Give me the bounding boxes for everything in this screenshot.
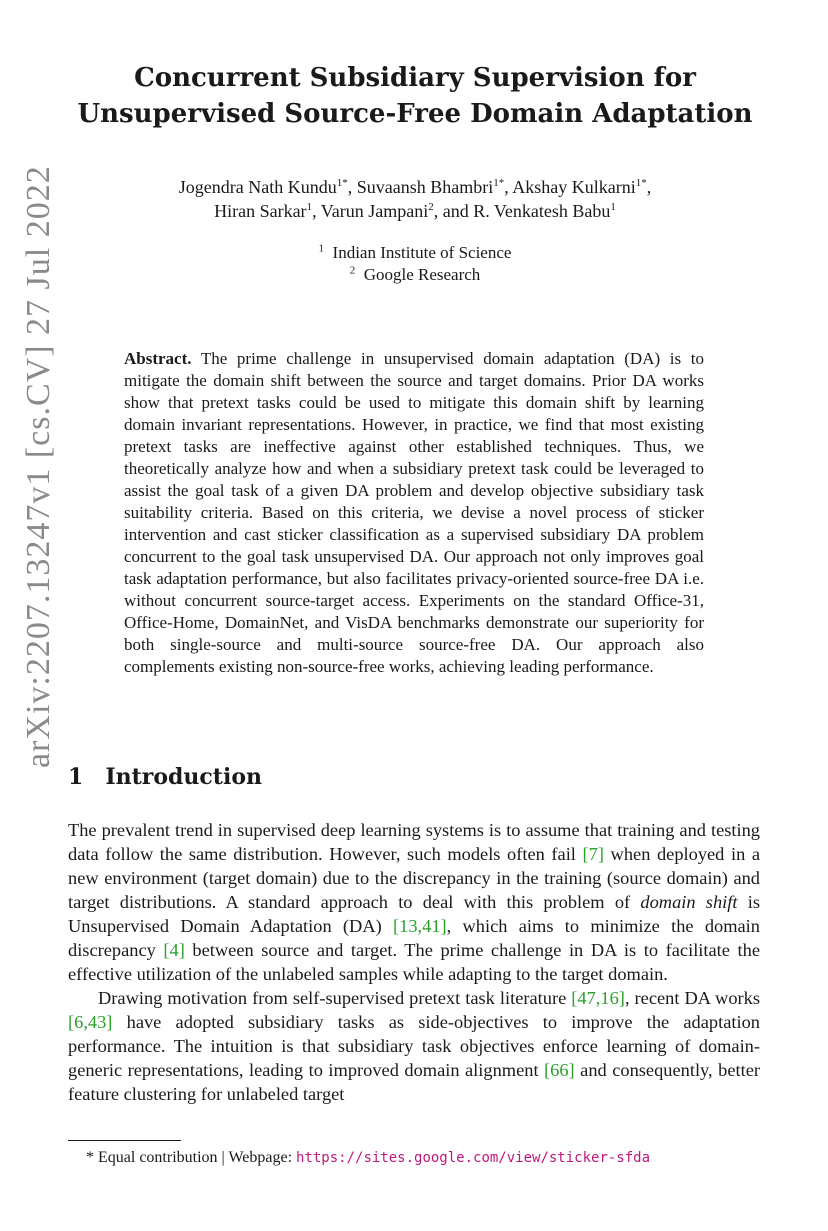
- text-run: is Unsupervised Domain Adaptation (DA): [68, 892, 760, 936]
- affiliation-number: 1: [318, 242, 325, 255]
- citation-link[interactable]: [66]: [544, 1060, 575, 1080]
- citation-link[interactable]: [47,16]: [571, 988, 625, 1008]
- text-run: The prevalent trend in supervised deep learning systems is to assume that training and testing data follow the same distribution. However, such models often fail: [68, 820, 760, 864]
- text-run: have adopted subsidiary tasks as side-objectives to improve the adaptation performance. The intuition is that subsidiary task objectives enforce learning of domain-generic representations, leading to improved domain alignment: [68, 1012, 760, 1080]
- author-name: Suvaansh Bhambri: [356, 177, 494, 197]
- arxiv-identifier-sidebar: arXiv:2207.13247v1 [cs.CV] 27 Jul 2022: [20, 165, 57, 768]
- text-run: and consequently, better feature clustering for unlabeled target: [68, 1060, 760, 1104]
- title-line-1: Concurrent Subsidiary Supervision for: [134, 63, 696, 93]
- author-affil-mark: 1*: [635, 177, 647, 189]
- section-heading: [68, 764, 668, 790]
- author-affil-mark: 2: [428, 201, 434, 213]
- citation-link[interactable]: [6,43]: [68, 1012, 113, 1032]
- citation-link[interactable]: [13,41]: [393, 916, 447, 936]
- text-run: , recent DA works: [624, 988, 761, 1008]
- author-name: Hiran Sarkar: [214, 201, 307, 221]
- author-affil-mark: 1*: [493, 177, 505, 189]
- author-list: [70, 175, 760, 223]
- abstract-label: Abstract.: [124, 349, 192, 368]
- citation-link[interactable]: [4]: [163, 940, 185, 960]
- text-run: between source and target. The prime challenge in DA is to facilitate the effective utilization of the unlabeled samples while adapting to the target domain.: [68, 940, 760, 984]
- paragraph-1: [68, 818, 760, 986]
- author-name: R. Venkatesh Babu: [473, 201, 611, 221]
- text-run: Drawing motivation from self-supervised pretext task literature: [98, 988, 572, 1008]
- footnote-mark: *: [86, 1149, 94, 1166]
- section-title: Introduction: [105, 764, 262, 790]
- affiliation-2: [70, 264, 760, 286]
- title-line-2: Unsupervised Source-Free Domain Adaptation: [77, 99, 753, 129]
- author-affil-mark: 1: [610, 201, 616, 213]
- abstract: [124, 348, 704, 678]
- author-affil-mark: 1*: [336, 177, 348, 189]
- authors-line-1: Jogendra Nath Kundu$^{1*}$, Suvaansh Bhambri$^{1*}$, Akshay Kulkarni$^{1*}$,: [178, 177, 652, 197]
- authors-line-2: Hiran Sarkar$^1$, Varun Jampani$^2$, and R. Venkatesh Babu$^1$: [214, 201, 616, 221]
- text-run: when deployed in a new environment (target domain) due to the discrepancy in the training (source domain) and target distributions. A standard approach to deal with this problem of: [68, 844, 761, 912]
- author-affil-mark: 1: [306, 201, 313, 213]
- affiliation-name: Google Research: [363, 265, 481, 284]
- text-run: , which aims to minimize the domain discrepancy: [68, 916, 760, 960]
- section-number: 1: [68, 764, 84, 790]
- paper-title: [60, 60, 770, 132]
- author-name: Jogendra Nath Kundu: [178, 177, 337, 197]
- webpage-link[interactable]: https://sites.google.com/view/sticker-sfda: [296, 1150, 651, 1166]
- author-name: Varun Jampani: [320, 201, 429, 221]
- abstract-text: The prime challenge in unsupervised domain adaptation (DA) is to mitigate the domain shift between the source and target domains. Prior DA works show that pretext tasks could be used to mitigate this domain shift by learning domain invariant representations. However, in practice, we find that most existing pretext tasks are ineffective against other established techniques. Thus, we theoretically analyze how and when a subsidiary pretext task could be leveraged to assist the goal task of a given DA problem and develop objective subsidiary task suitability criteria. Based on this criteria, we devise a novel process of sticker intervention and cast sticker classification as a supervised subsidiary DA problem concurrent to the goal task unsupervised DA. Our approach not only improves goal task adaptation performance, but also facilitates privacy-oriented source-free DA i.e. without concurrent source-target access. Experiments on the standard Office-31, Office-Home, DomainNet, and VisDA benchmarks demonstrate our superiority for both single-source and multi-source source-free DA. Our approach also complements existing non-source-free works, achieving leading performance.: [124, 349, 704, 676]
- affiliation-number: 2: [349, 264, 356, 277]
- affiliations: [70, 242, 760, 286]
- introduction-body: [68, 818, 760, 1106]
- footnote: [86, 1148, 776, 1168]
- emphasis: domain shift: [640, 892, 738, 912]
- affiliation-name: Indian Institute of Science: [332, 243, 512, 262]
- affiliation-1: [70, 242, 760, 264]
- author-name: Akshay Kulkarni: [512, 177, 636, 197]
- citation-link[interactable]: [7]: [582, 844, 604, 864]
- paragraph-2: [68, 986, 760, 1106]
- footnote-divider: [68, 1140, 181, 1141]
- footnote-text: Equal contribution | Webpage:: [94, 1149, 297, 1166]
